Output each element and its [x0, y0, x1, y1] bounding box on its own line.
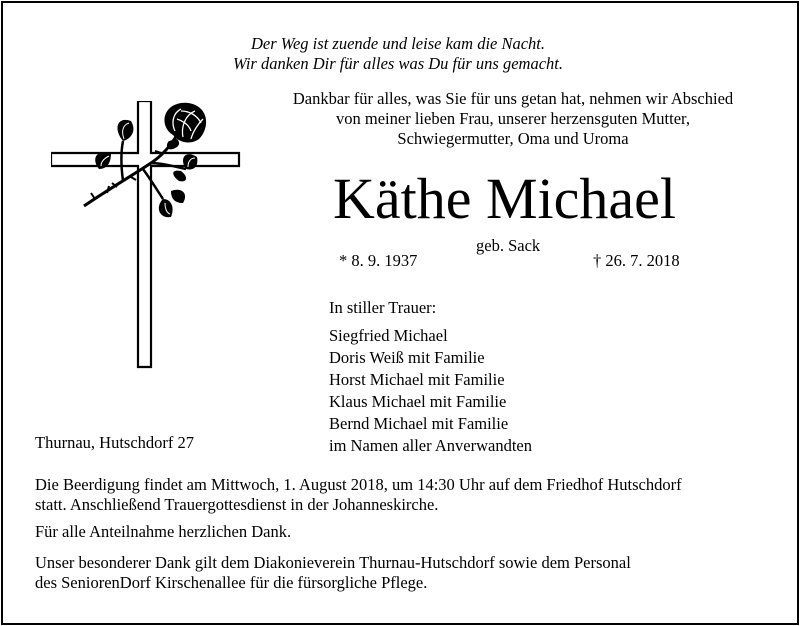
death-date: † 26. 7. 2018	[593, 251, 680, 270]
funeral-info	[35, 475, 775, 515]
poem-line-2: Wir danken Dir für alles was Du für uns gemacht.	[233, 54, 563, 73]
funeral-line-2: statt. Anschließend Trauergottesdienst in der Johanneskirche.	[35, 495, 439, 514]
special-thanks-line-1: Unser besonderer Dank gilt dem Diakonieverein Thurnau-Hutschdorf sowie dem Personal	[35, 553, 631, 572]
poem	[118, 34, 678, 74]
mourner-name: im Namen aller Anverwandten	[329, 436, 532, 455]
cross-with-rose-icon	[51, 101, 243, 369]
deceased-name: Käthe Michael	[333, 166, 677, 231]
mourner-name: Horst Michael mit Familie	[329, 370, 505, 389]
mourning-heading: In stiller Trauer:	[329, 298, 437, 317]
thanks-intro	[245, 89, 781, 149]
mourner-name: Doris Weiß mit Familie	[329, 348, 485, 367]
special-thanks	[35, 553, 775, 593]
mourner-name: Siegfried Michael	[329, 326, 448, 345]
poem-line-1: Der Weg ist zuende und leise kam die Nacht.	[250, 34, 546, 53]
mourner-list	[329, 325, 532, 457]
maiden-name: geb. Sack	[476, 236, 541, 255]
funeral-line-1: Die Beerdigung findet am Mittwoch, 1. August 2018, um 14:30 Uhr auf dem Friedhof Hutschdorf	[35, 475, 682, 494]
gratitude: Für alle Anteilnahme herzlichen Dank.	[35, 522, 292, 541]
mourner-name: Klaus Michael mit Familie	[329, 392, 507, 411]
birth-date: * 8. 9. 1937	[339, 251, 418, 270]
thanks-line-1: Dankbar für alles, was Sie für uns getan hat, nehmen wir Abschied	[292, 89, 734, 108]
thanks-line-3: Schwiegermutter, Oma und Uroma	[397, 129, 629, 148]
special-thanks-line-2: des SeniorenDorf Kirschenallee für die fürsorgliche Pflege.	[35, 573, 428, 592]
obituary-notice	[1, 1, 799, 625]
thanks-line-2: von meiner lieben Frau, unserer herzensguten Mutter,	[336, 109, 690, 128]
address: Thurnau, Hutschdorf 27	[35, 433, 195, 452]
mourner-name: Bernd Michael mit Familie	[329, 414, 509, 433]
